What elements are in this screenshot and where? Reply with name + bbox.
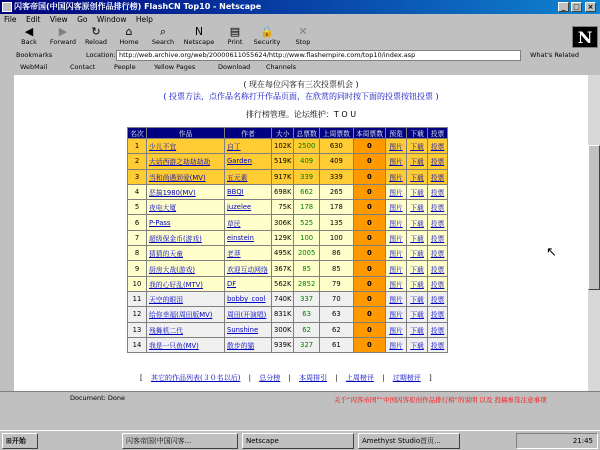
table-row bbox=[128, 322, 448, 337]
size-cell: 698K bbox=[272, 184, 294, 199]
vote-link[interactable]: 投票 bbox=[428, 261, 448, 276]
netscape-icon: N bbox=[194, 25, 204, 38]
forward-button[interactable]: ▶ Forward bbox=[49, 25, 77, 46]
preview-link[interactable]: 图片 bbox=[386, 307, 407, 322]
size-cell: 519K bbox=[272, 154, 294, 169]
bookmarks-button[interactable]: Bookmarks bbox=[16, 51, 53, 59]
forward-arrow-icon: ▶ bbox=[58, 25, 68, 38]
rules-note-link[interactable]: 关于“闪客帝国”“中国闪客原创作品排行榜”的说明 以及 投稿参选注意事项 bbox=[334, 396, 547, 404]
url-field[interactable]: http://web.archive.org/web/20000611055624/http://www.flashempire.com/top10/index.asp bbox=[116, 50, 521, 61]
table-row bbox=[128, 215, 448, 230]
navigation-toolbar bbox=[0, 25, 600, 49]
author-link[interactable]: 五元素 bbox=[225, 169, 272, 184]
this-week-votes-cell: 0 bbox=[353, 154, 385, 169]
preview-link[interactable]: 图片 bbox=[386, 230, 407, 245]
table-row bbox=[128, 230, 448, 245]
table-row bbox=[128, 200, 448, 215]
stop-button[interactable]: ✕ Stop bbox=[295, 25, 311, 46]
header-last-week: 上周票数 bbox=[319, 128, 353, 139]
size-cell: 75K bbox=[272, 200, 294, 215]
status-bar bbox=[0, 391, 600, 403]
separator: | bbox=[335, 374, 338, 382]
status-text: Document: Done bbox=[70, 394, 126, 402]
table-row bbox=[128, 139, 448, 154]
this-week-votes-cell: 0 bbox=[353, 291, 385, 306]
location-bar bbox=[0, 49, 600, 62]
personal-webmail[interactable]: WebMail bbox=[20, 63, 48, 71]
rank-cell: 14 bbox=[128, 337, 147, 352]
download-link[interactable]: 下载 bbox=[407, 169, 428, 184]
last-week-review-link[interactable]: 上周榜评 bbox=[345, 374, 374, 382]
download-link[interactable]: 下载 bbox=[407, 184, 428, 199]
bracket-open: [ bbox=[140, 374, 143, 382]
vote-chance-text: ( 现在每位闪客有三次投票机会 ) bbox=[243, 80, 359, 89]
rank-cell: 2 bbox=[128, 154, 147, 169]
size-cell: 102K bbox=[272, 139, 294, 154]
vote-link[interactable]: 投票 bbox=[428, 337, 448, 352]
vote-link[interactable]: 投票 bbox=[428, 184, 448, 199]
menu-bar bbox=[0, 14, 600, 25]
last-week-votes-cell: 63 bbox=[319, 307, 353, 322]
rank-cell: 9 bbox=[128, 261, 147, 276]
last-week-votes-cell: 409 bbox=[319, 154, 353, 169]
download-link[interactable]: 下载 bbox=[407, 337, 428, 352]
total-votes-cell: 62 bbox=[294, 322, 319, 337]
reload-icon: ↻ bbox=[91, 25, 101, 38]
header-preview: 预览 bbox=[386, 128, 407, 139]
last-week-votes-cell: 339 bbox=[319, 169, 353, 184]
vote-link[interactable]: 投票 bbox=[428, 291, 448, 306]
rank-cell: 7 bbox=[128, 230, 147, 245]
size-cell: 917K bbox=[272, 169, 294, 184]
table-row bbox=[128, 169, 448, 184]
author-link[interactable]: Garden bbox=[225, 154, 272, 169]
vertical-scrollbar[interactable] bbox=[588, 75, 600, 391]
task-flashempire[interactable]: 闪客帝国(中国闪客... bbox=[122, 433, 238, 449]
download-link[interactable]: 下载 bbox=[407, 276, 428, 291]
vote-link[interactable]: 投票 bbox=[428, 154, 448, 169]
reload-button[interactable]: ↻ Reload bbox=[84, 25, 108, 46]
this-week-votes-cell: 0 bbox=[353, 261, 385, 276]
ranking-table bbox=[127, 127, 448, 353]
author-link[interactable]: Sunshine bbox=[225, 322, 272, 337]
home-icon: ⌂ bbox=[125, 25, 133, 38]
back-arrow-icon: ◀ bbox=[24, 25, 34, 38]
vote-link[interactable]: 投票 bbox=[428, 139, 448, 154]
table-row bbox=[128, 276, 448, 291]
personal-channels[interactable]: Channels bbox=[266, 63, 297, 71]
table-row bbox=[128, 261, 448, 276]
this-week-votes-cell: 0 bbox=[353, 200, 385, 215]
total-votes-cell: 339 bbox=[294, 169, 319, 184]
size-cell: 831K bbox=[272, 307, 294, 322]
vote-method-text: ( 投票方法，点作品名称打开作品页面，在欣赏的同时按下面的投票按钮投票 ) bbox=[163, 92, 439, 101]
total-votes-cell: 63 bbox=[294, 307, 319, 322]
this-week-votes-cell: 0 bbox=[353, 307, 385, 322]
this-week-votes-cell: 0 bbox=[353, 169, 385, 184]
personal-people[interactable]: People bbox=[114, 63, 136, 71]
search-button[interactable]: ⌕ Search bbox=[151, 25, 175, 46]
personal-yellow-pages[interactable]: Yellow Pages bbox=[154, 63, 196, 71]
size-cell: 129K bbox=[272, 230, 294, 245]
title-link[interactable]: 我是一只鱼(MV) bbox=[147, 337, 225, 352]
size-cell: 306K bbox=[272, 215, 294, 230]
download-link[interactable]: 下载 bbox=[407, 261, 428, 276]
menu-window[interactable]: Window bbox=[96, 15, 127, 24]
home-button[interactable]: ⌂ Home bbox=[119, 25, 139, 46]
title-link[interactable]: 恶搞1980(MV) bbox=[147, 184, 225, 199]
ranking-rows bbox=[128, 139, 448, 353]
size-cell: 300K bbox=[272, 322, 294, 337]
author-link[interactable]: DF bbox=[225, 276, 272, 291]
task-amethyst[interactable]: Amethyst Studio首页... bbox=[358, 433, 460, 449]
last-week-votes-cell: 265 bbox=[319, 184, 353, 199]
preview-link[interactable]: 图片 bbox=[386, 337, 407, 352]
author-link[interactable]: bobby_cool bbox=[225, 291, 272, 306]
table-row bbox=[128, 154, 448, 169]
preview-link[interactable]: 图片 bbox=[386, 169, 407, 184]
total-votes-cell: 327 bbox=[294, 337, 319, 352]
title-link[interactable]: P-Pass bbox=[147, 215, 225, 230]
download-link[interactable]: 下载 bbox=[407, 215, 428, 230]
title-link[interactable]: 少儿不宜 bbox=[147, 139, 225, 154]
clock: 21:45 bbox=[572, 437, 593, 445]
personal-contact[interactable]: Contact bbox=[70, 63, 96, 71]
author-link[interactable]: 周田(开演唱) bbox=[225, 307, 272, 322]
weekly-index-link[interactable]: 本周排引 bbox=[299, 374, 328, 382]
size-cell: 367K bbox=[272, 261, 294, 276]
last-week-votes-cell: 79 bbox=[319, 276, 353, 291]
this-week-votes-cell: 0 bbox=[353, 246, 385, 261]
vote-link[interactable]: 投票 bbox=[428, 215, 448, 230]
total-votes-cell: 2500 bbox=[294, 139, 319, 154]
vote-link[interactable]: 投票 bbox=[428, 276, 448, 291]
vote-link[interactable]: 投票 bbox=[428, 169, 448, 184]
author-link[interactable]: einstein bbox=[225, 230, 272, 245]
total-votes-cell: 100 bbox=[294, 230, 319, 245]
this-week-votes-cell: 0 bbox=[353, 322, 385, 337]
rank-cell: 6 bbox=[128, 215, 147, 230]
vote-link[interactable]: 投票 bbox=[428, 230, 448, 245]
netscape-logo[interactable]: N bbox=[572, 26, 598, 48]
table-row bbox=[128, 184, 448, 199]
this-week-votes-cell: 0 bbox=[353, 337, 385, 352]
table-row bbox=[128, 307, 448, 322]
vote-link[interactable]: 投票 bbox=[428, 200, 448, 215]
title-link[interactable]: 猜猜的天童 bbox=[147, 246, 225, 261]
print-icon: ▤ bbox=[229, 25, 241, 38]
title-link[interactable]: 大话西游之劫劫劫劫 bbox=[147, 154, 225, 169]
last-week-votes-cell: 630 bbox=[319, 139, 353, 154]
menu-edit[interactable]: Edit bbox=[25, 15, 41, 24]
table-row bbox=[128, 246, 448, 261]
preview-link[interactable]: 图片 bbox=[386, 154, 407, 169]
total-votes-cell: 662 bbox=[294, 184, 319, 199]
this-week-votes-cell: 0 bbox=[353, 184, 385, 199]
title-link[interactable]: 残舞机二代 bbox=[147, 322, 225, 337]
size-cell: 939K bbox=[272, 337, 294, 352]
preview-link[interactable]: 图片 bbox=[386, 215, 407, 230]
preview-link[interactable]: 图片 bbox=[386, 139, 407, 154]
maximize-button[interactable]: □ bbox=[571, 2, 582, 12]
personal-toolbar bbox=[0, 62, 600, 73]
preview-link[interactable]: 图片 bbox=[386, 291, 407, 306]
search-icon: ⌕ bbox=[159, 25, 167, 38]
taskbar bbox=[0, 430, 600, 450]
rank-cell: 5 bbox=[128, 200, 147, 215]
header-vote: 投票 bbox=[428, 128, 448, 139]
title-link[interactable]: 我的心好乱(MTV) bbox=[147, 276, 225, 291]
admin-text: 排行榜管理。论坛维护：T O U bbox=[245, 110, 357, 119]
rank-cell: 3 bbox=[128, 169, 147, 184]
menu-go[interactable]: Go bbox=[77, 15, 88, 24]
last-week-votes-cell: 62 bbox=[319, 322, 353, 337]
download-link[interactable]: 下载 bbox=[407, 139, 428, 154]
vote-link[interactable]: 投票 bbox=[428, 322, 448, 337]
separator: | bbox=[382, 374, 385, 382]
total-votes-cell: 337 bbox=[294, 291, 319, 306]
author-link[interactable]: 草民 bbox=[225, 215, 272, 230]
header-this-week: 本周票数 bbox=[353, 128, 385, 139]
rank-cell: 13 bbox=[128, 322, 147, 337]
table-row bbox=[128, 337, 448, 352]
minimize-button[interactable]: _ bbox=[558, 2, 569, 12]
window-title: 闪客帝国(中国闪客原创作品排行榜) FlashCN Top10 - Netscape bbox=[14, 2, 262, 11]
header-size: 大小 bbox=[272, 128, 294, 139]
title-link[interactable]: 夜电大厦 bbox=[147, 200, 225, 215]
total-votes-cell: 525 bbox=[294, 215, 319, 230]
header-download: 下载 bbox=[407, 128, 428, 139]
this-week-votes-cell: 0 bbox=[353, 139, 385, 154]
table-row bbox=[128, 291, 448, 306]
size-cell: 562K bbox=[272, 276, 294, 291]
title-link[interactable]: 当和尚遇到爱(MV) bbox=[147, 169, 225, 184]
separator: | bbox=[288, 374, 291, 382]
total-ranking-link[interactable]: 总分榜 bbox=[259, 374, 281, 382]
download-link[interactable]: 下载 bbox=[407, 246, 428, 261]
location-label: Location: bbox=[86, 51, 116, 59]
header-rank: 名次 bbox=[128, 128, 147, 139]
title-link[interactable]: 给你幸福(周田版MV) bbox=[147, 307, 225, 322]
system-tray bbox=[516, 433, 598, 449]
mouse-cursor-icon: ↖ bbox=[546, 245, 557, 260]
preview-link[interactable]: 图片 bbox=[386, 261, 407, 276]
bracket-close: ] bbox=[428, 374, 432, 382]
total-votes-cell: 409 bbox=[294, 154, 319, 169]
close-button[interactable]: × bbox=[585, 2, 596, 12]
rank-cell: 11 bbox=[128, 291, 147, 306]
this-week-votes-cell: 0 bbox=[353, 230, 385, 245]
start-button[interactable]: ⊞开始 bbox=[2, 433, 38, 449]
back-button[interactable]: ◀ Back bbox=[21, 25, 37, 46]
other-works-link[interactable]: 其它的作品列表(３０名以后) bbox=[150, 374, 241, 382]
author-link[interactable]: juzelee bbox=[225, 200, 272, 215]
stop-icon: ✕ bbox=[298, 25, 308, 38]
last-week-votes-cell: 178 bbox=[319, 200, 353, 215]
total-votes-cell: 2852 bbox=[294, 276, 319, 291]
separator: | bbox=[248, 374, 252, 382]
this-week-votes-cell: 0 bbox=[353, 215, 385, 230]
download-link[interactable]: 下载 bbox=[407, 307, 428, 322]
size-cell: 495K bbox=[272, 246, 294, 261]
personal-download[interactable]: Download bbox=[218, 63, 251, 71]
author-link[interactable]: 散步的猫 bbox=[225, 337, 272, 352]
title-link[interactable]: 超级保金币(游戏) bbox=[147, 230, 225, 245]
this-week-votes-cell: 0 bbox=[353, 276, 385, 291]
vote-link[interactable]: 投票 bbox=[428, 246, 448, 261]
download-link[interactable]: 下载 bbox=[407, 154, 428, 169]
print-button[interactable]: ▤ Print bbox=[227, 25, 243, 46]
author-link[interactable]: 自丁 bbox=[225, 139, 272, 154]
vote-link[interactable]: 投票 bbox=[428, 307, 448, 322]
header-author: 作者 bbox=[225, 128, 272, 139]
title-link[interactable]: 厨房大战(游戏) bbox=[147, 261, 225, 276]
netscape-app-icon bbox=[2, 2, 12, 12]
author-link[interactable]: 老莽 bbox=[225, 246, 272, 261]
author-link[interactable]: 欢迎互动网络 bbox=[225, 261, 272, 276]
download-link[interactable]: 下载 bbox=[407, 200, 428, 215]
last-week-votes-cell: 86 bbox=[319, 246, 353, 261]
download-link[interactable]: 下载 bbox=[407, 230, 428, 245]
download-link[interactable]: 下载 bbox=[407, 291, 428, 306]
security-button[interactable]: 🔒 Security bbox=[253, 25, 281, 46]
header-title: 作品 bbox=[147, 128, 225, 139]
rank-cell: 4 bbox=[128, 184, 147, 199]
scrollbar-thumb[interactable] bbox=[588, 145, 600, 290]
preview-link[interactable]: 图片 bbox=[386, 322, 407, 337]
total-votes-cell: 178 bbox=[294, 200, 319, 215]
menu-view[interactable]: View bbox=[49, 15, 68, 24]
last-week-votes-cell: 100 bbox=[319, 230, 353, 245]
header-total: 总票数 bbox=[294, 128, 319, 139]
bottom-links bbox=[140, 373, 438, 383]
netscape-button[interactable]: N Netscape bbox=[183, 25, 215, 46]
last-week-votes-cell: 85 bbox=[319, 261, 353, 276]
lock-icon: 🔒 bbox=[260, 25, 274, 38]
preview-link[interactable]: 图片 bbox=[386, 276, 407, 291]
preview-link[interactable]: 图片 bbox=[386, 184, 407, 199]
preview-link[interactable]: 图片 bbox=[386, 246, 407, 261]
last-week-votes-cell: 135 bbox=[319, 215, 353, 230]
title-bar bbox=[0, 0, 600, 14]
whats-related-button[interactable]: What's Related bbox=[530, 51, 580, 59]
last-week-votes-cell: 70 bbox=[319, 291, 353, 306]
rank-cell: 8 bbox=[128, 246, 147, 261]
rank-cell: 1 bbox=[128, 139, 147, 154]
past-reviews-link[interactable]: 过期榜评 bbox=[392, 374, 421, 382]
preview-link[interactable]: 图片 bbox=[386, 200, 407, 215]
last-week-votes-cell: 61 bbox=[319, 337, 353, 352]
total-votes-cell: 2005 bbox=[294, 246, 319, 261]
windows-logo-icon: ⊞ bbox=[6, 437, 12, 445]
download-link[interactable]: 下载 bbox=[407, 322, 428, 337]
title-link[interactable]: 天空的眼泪 bbox=[147, 291, 225, 306]
rank-cell: 12 bbox=[128, 307, 147, 322]
size-cell: 740K bbox=[272, 291, 294, 306]
menu-file[interactable]: File bbox=[4, 15, 17, 24]
task-netscape[interactable]: Netscape bbox=[242, 433, 354, 449]
author-link[interactable]: BBQI bbox=[225, 184, 272, 199]
menu-help[interactable]: Help bbox=[135, 15, 153, 24]
rank-cell: 10 bbox=[128, 276, 147, 291]
total-votes-cell: 85 bbox=[294, 261, 319, 276]
